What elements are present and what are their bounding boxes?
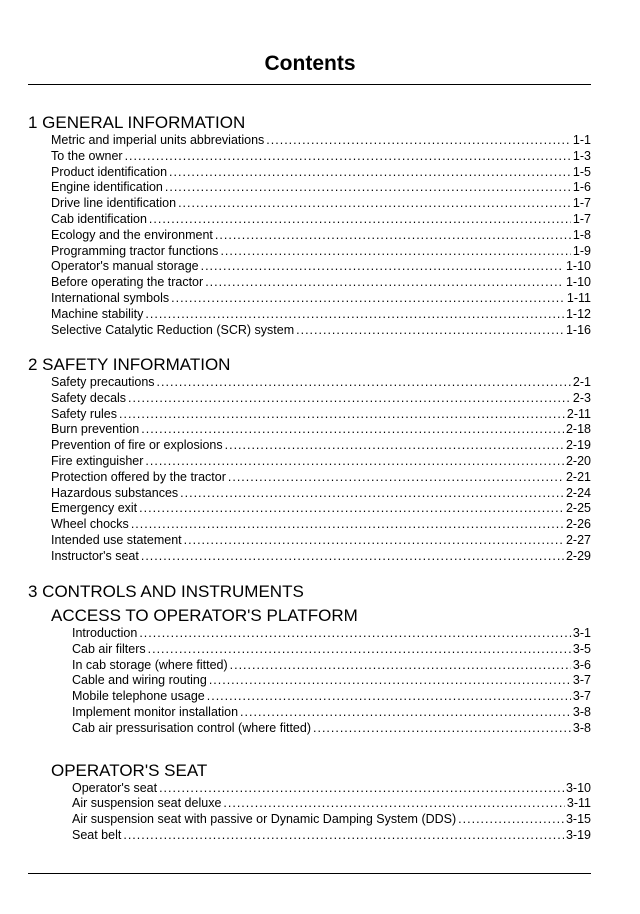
entry-label: Safety precautions bbox=[51, 375, 155, 389]
leader-dots bbox=[125, 149, 571, 165]
leader-dots bbox=[119, 407, 565, 423]
entry-label: Cab air filters bbox=[72, 641, 146, 656]
toc-entry[interactable] bbox=[51, 501, 591, 517]
entry-page: 2-18 bbox=[565, 422, 591, 437]
section-controls-and-instruments bbox=[28, 582, 591, 844]
leader-dots bbox=[205, 275, 564, 291]
toc-entry[interactable] bbox=[51, 180, 591, 196]
section-title: 1 GENERAL INFORMATION bbox=[28, 113, 246, 132]
toc-entry[interactable] bbox=[51, 454, 591, 470]
leader-dots bbox=[215, 228, 571, 244]
entry-list bbox=[72, 626, 591, 737]
toc-entry[interactable] bbox=[51, 391, 591, 407]
toc-entry[interactable] bbox=[72, 642, 591, 658]
bottom-divider bbox=[28, 873, 591, 874]
entry-label: Wheel chocks bbox=[51, 517, 129, 532]
entry-page: 3-15 bbox=[565, 812, 591, 827]
entry-page: 3-10 bbox=[565, 780, 591, 795]
leader-dots bbox=[458, 812, 564, 828]
section-safety-information bbox=[28, 355, 591, 565]
entry-page: 2-27 bbox=[565, 532, 591, 547]
leader-dots bbox=[141, 422, 564, 438]
leader-dots bbox=[139, 626, 571, 642]
leader-dots bbox=[141, 549, 564, 565]
entry-label: Cable and wiring routing bbox=[72, 673, 207, 688]
toc-entry[interactable] bbox=[51, 275, 591, 291]
entry-page: 3-19 bbox=[565, 827, 591, 842]
entry-page: 1-7 bbox=[572, 211, 591, 226]
entry-label: Cab identification bbox=[51, 211, 147, 226]
leader-dots bbox=[145, 307, 564, 323]
entry-label: Cab air pressurisation control (where fitted) bbox=[72, 720, 311, 735]
toc-entry[interactable] bbox=[72, 828, 591, 844]
entry-label: Prevention of fire or explosions bbox=[51, 438, 223, 453]
entry-list bbox=[72, 781, 591, 844]
entry-label: Metric and imperial units abbreviations bbox=[51, 133, 265, 147]
leader-dots bbox=[159, 781, 564, 797]
entry-page: 3-7 bbox=[572, 689, 591, 704]
entry-page: 3-7 bbox=[572, 673, 591, 688]
leader-dots bbox=[128, 391, 571, 407]
toc-entry[interactable] bbox=[51, 375, 591, 391]
leader-dots bbox=[171, 291, 565, 307]
toc-entry[interactable] bbox=[51, 549, 591, 565]
entry-label: Engine identification bbox=[51, 180, 163, 195]
entry-page: 2-24 bbox=[565, 485, 591, 500]
entry-page: 3-5 bbox=[572, 641, 591, 656]
entry-label: Safety decals bbox=[51, 390, 127, 405]
entry-label: To the owner bbox=[51, 148, 123, 163]
section-title: 3 CONTROLS AND INSTRUMENTS bbox=[28, 582, 304, 601]
leader-dots bbox=[207, 689, 571, 705]
leader-dots bbox=[148, 642, 571, 658]
toc-entry[interactable] bbox=[72, 673, 591, 689]
toc-entry[interactable] bbox=[51, 307, 591, 323]
toc-entry[interactable] bbox=[51, 165, 591, 181]
toc-entry[interactable] bbox=[72, 689, 591, 705]
entry-label: Product identification bbox=[51, 164, 168, 179]
entry-label: Fire extinguisher bbox=[51, 453, 144, 468]
entry-page: 3-11 bbox=[566, 796, 591, 811]
leader-dots bbox=[131, 517, 564, 533]
toc-entry[interactable] bbox=[51, 470, 591, 486]
leader-dots bbox=[201, 259, 564, 275]
toc-entry[interactable] bbox=[51, 407, 591, 423]
entry-label: Drive line identification bbox=[51, 196, 177, 211]
leader-dots bbox=[184, 533, 564, 549]
toc-entry[interactable] bbox=[51, 228, 591, 244]
subsection-title: ACCESS TO OPERATOR'S PLATFORM bbox=[51, 606, 358, 625]
entry-page: 1-10 bbox=[565, 275, 591, 290]
leader-dots bbox=[180, 486, 564, 502]
entry-label: Emergency exit bbox=[51, 501, 138, 516]
leader-dots bbox=[220, 244, 570, 260]
entry-page: 1-6 bbox=[572, 180, 591, 195]
leader-dots bbox=[169, 165, 571, 181]
entry-label: Intended use statement bbox=[51, 532, 182, 547]
entry-page: 1-3 bbox=[572, 148, 591, 163]
leader-dots bbox=[266, 133, 571, 149]
leader-dots bbox=[225, 438, 564, 454]
toc-entry[interactable] bbox=[72, 626, 591, 642]
toc-entry[interactable] bbox=[72, 796, 591, 812]
top-divider bbox=[28, 84, 591, 85]
entry-page: 2-1 bbox=[572, 375, 591, 389]
entry-page: 1-5 bbox=[572, 164, 591, 179]
leader-dots bbox=[123, 828, 564, 844]
leader-dots bbox=[165, 180, 571, 196]
entry-page: 1-9 bbox=[572, 243, 591, 258]
toc-entry[interactable] bbox=[51, 323, 591, 339]
entry-label: Selective Catalytic Reduction (SCR) system bbox=[51, 322, 295, 337]
toc-entry[interactable] bbox=[72, 812, 591, 828]
entry-label: Implement monitor installation bbox=[72, 704, 239, 719]
leader-dots bbox=[149, 212, 571, 228]
entry-label: Introduction bbox=[72, 626, 138, 640]
toc-entry[interactable] bbox=[51, 133, 591, 149]
toc-entry[interactable] bbox=[51, 244, 591, 260]
entry-page: 1-1 bbox=[572, 133, 591, 147]
entry-page: 1-16 bbox=[565, 322, 591, 337]
entry-page: 3-8 bbox=[572, 704, 591, 719]
entry-page: 2-19 bbox=[565, 438, 591, 453]
entry-label: Operator's seat bbox=[72, 780, 158, 795]
entry-list bbox=[51, 375, 591, 565]
entry-label: Before operating the tractor bbox=[51, 275, 204, 290]
entry-page: 3-1 bbox=[572, 626, 591, 640]
toc-entry[interactable] bbox=[51, 422, 591, 438]
entry-label: Hazardous substances bbox=[51, 485, 179, 500]
entry-label: Mobile telephone usage bbox=[72, 689, 205, 704]
leader-dots bbox=[228, 470, 564, 486]
leader-dots bbox=[145, 454, 564, 470]
entry-page: 2-29 bbox=[565, 548, 591, 563]
page-title: Contents bbox=[264, 52, 356, 75]
entry-page: 3-6 bbox=[572, 657, 591, 672]
entry-label: Programming tractor functions bbox=[51, 243, 219, 258]
entry-page: 3-8 bbox=[572, 720, 591, 735]
entry-page: 1-10 bbox=[565, 259, 591, 274]
toc-entry[interactable] bbox=[51, 291, 591, 307]
section-title: 2 SAFETY INFORMATION bbox=[28, 355, 231, 374]
leader-dots bbox=[313, 721, 571, 737]
entry-page: 2-21 bbox=[565, 469, 591, 484]
toc-entry[interactable] bbox=[51, 212, 591, 228]
toc-entry[interactable] bbox=[72, 705, 591, 721]
entry-page: 1-12 bbox=[565, 306, 591, 321]
leader-dots bbox=[209, 673, 571, 689]
toc-entry[interactable] bbox=[51, 149, 591, 165]
leader-dots bbox=[296, 323, 564, 339]
leader-dots bbox=[240, 705, 571, 721]
entry-page: 2-20 bbox=[565, 453, 591, 468]
entry-page: 2-26 bbox=[565, 517, 591, 532]
toc-entry[interactable] bbox=[51, 533, 591, 549]
entry-label: Ecology and the environment bbox=[51, 227, 213, 242]
entry-list bbox=[51, 133, 591, 338]
leader-dots bbox=[178, 196, 571, 212]
toc-entry[interactable] bbox=[51, 438, 591, 454]
subsection-title: OPERATOR'S SEAT bbox=[51, 760, 208, 780]
entry-label: Protection offered by the tractor bbox=[51, 469, 226, 484]
entry-label: Air suspension seat with passive or Dynamic Damping System (DDS) bbox=[72, 812, 457, 827]
entry-page: 1-8 bbox=[572, 227, 591, 242]
entry-label: Burn prevention bbox=[51, 422, 140, 437]
toc-entry[interactable] bbox=[72, 721, 591, 737]
entry-label: International symbols bbox=[51, 290, 170, 305]
leader-dots bbox=[230, 658, 571, 674]
entry-page: 2-11 bbox=[566, 406, 591, 421]
entry-page: 1-11 bbox=[566, 290, 591, 305]
entry-label: Operator's manual storage bbox=[51, 259, 199, 274]
entry-label: In cab storage (where fitted) bbox=[72, 657, 228, 672]
section-general-information bbox=[28, 113, 591, 338]
toc-entry[interactable] bbox=[72, 658, 591, 674]
entry-label: Instructor's seat bbox=[51, 548, 139, 563]
entry-page: 2-25 bbox=[565, 501, 591, 516]
toc-entry[interactable] bbox=[51, 196, 591, 212]
entry-label: Safety rules bbox=[51, 406, 118, 421]
entry-page: 1-7 bbox=[572, 196, 591, 211]
toc-entry[interactable] bbox=[51, 486, 591, 502]
entry-label: Machine stability bbox=[51, 306, 144, 321]
entry-label: Seat belt bbox=[72, 827, 122, 842]
entry-page: 2-3 bbox=[572, 390, 591, 405]
toc-entry[interactable] bbox=[51, 259, 591, 275]
toc-entry[interactable] bbox=[72, 781, 591, 797]
leader-dots bbox=[223, 796, 565, 812]
toc-entry[interactable] bbox=[51, 517, 591, 533]
leader-dots bbox=[157, 375, 571, 391]
leader-dots bbox=[139, 501, 564, 517]
entry-label: Air suspension seat deluxe bbox=[72, 796, 222, 811]
